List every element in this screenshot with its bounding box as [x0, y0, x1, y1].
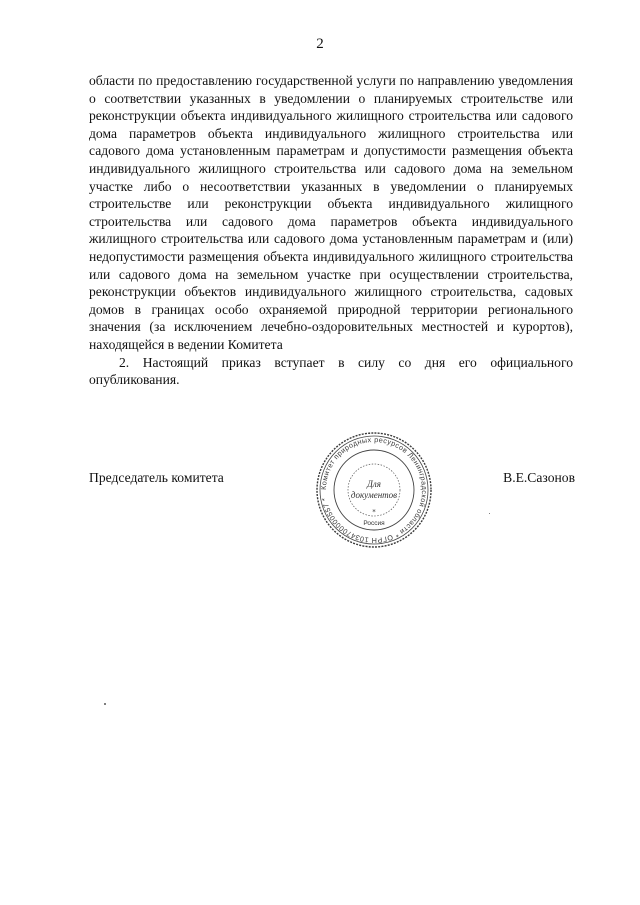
seal-graphic: [314, 430, 434, 550]
scan-speck: [104, 703, 106, 705]
paragraph-effective-date: 2. Настоящий приказ вступает в силу со дня его официального опубликования.: [89, 354, 573, 388]
scan-speck: [489, 513, 490, 514]
seal-star-icon: *: [372, 508, 376, 516]
page-number: 2: [316, 36, 324, 52]
signatory-title: Председатель комитета: [89, 470, 224, 485]
paragraph-scope: области по предоставлению государственной услуги по направлению уведомления о соответствии указанных в уведомлении о планируемых строительстве или реконструкции объекта индивидуального жилищного строительства или садового дома параметров объекта индивидуального жилищного строительства или садового дома установленным параметрам и допустимости размещения объекта индивидуального жилищного строительства или садового дома на земельном участке либо о несоответствии указанных в уведомлении о планируемых строительстве или реконструкции объекта индивидуального жилищного строительства или садового дома параметров объекта индивидуального жилищного строительства или садового дома установленным параметрам и (или) недопустимости размещения объекта индивидуального жилищного строительства или садового дома на земельном участке при осуществлении строительства, реконструкции объектов индивидуального жилищного строительства, садовых домов в границах особо охраняемой природной территории регионального значения (за исключением лечебно-оздоровительных местностей и курортов), находящейся в ведении Комитета: [89, 73, 573, 352]
seal-ring-text: Комитет природных ресурсов Ленинградской области * ОГРН 1034700000557 *: [318, 434, 430, 546]
signatory-name: В.Е.Сазонов: [503, 470, 575, 485]
seal-bottom-text: Россия: [363, 520, 385, 527]
seal-center-line-1: Для: [367, 479, 381, 489]
seal-center-line-2: документов: [350, 490, 398, 500]
document-body: [89, 72, 573, 389]
official-seal: [314, 430, 434, 550]
